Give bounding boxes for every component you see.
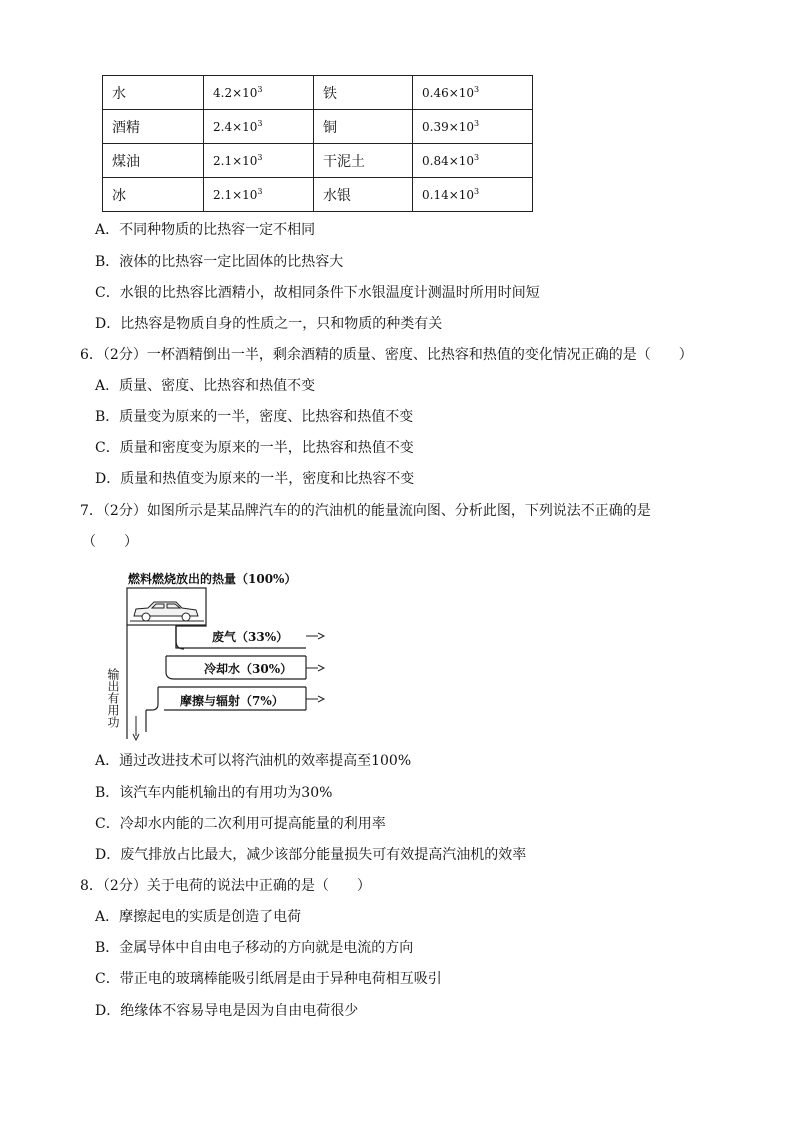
q5-option-b: B．液体的比热容一定比固体的比热容大	[95, 254, 344, 270]
output-work-label: 输出有用功	[106, 668, 120, 728]
q8-option-a: A．摩擦起电的实质是创造了电荷	[95, 909, 302, 925]
friction-label: 摩擦与辐射（7%）	[180, 694, 284, 708]
q6-option-d: D．质量和热值变为原来的一半，密度和比热容不变	[95, 471, 415, 487]
table-row	[103, 144, 533, 178]
table-cell: 干泥土	[314, 144, 413, 178]
table-cell: 铁	[314, 76, 413, 110]
q8-option-b: B．金属导体中自由电子移动的方向就是电流的方向	[95, 940, 414, 956]
q5-option-c: C．水银的比热容比酒精小，故相同条件下水银温度计测温时所用时间短	[95, 285, 540, 301]
q8-option-d: D．绝缘体不容易导电是因为自由电荷很少	[95, 1003, 359, 1019]
energy-flow-diagram	[100, 564, 340, 754]
q5-option-d: D．比热容是物质自身的性质之一，只和物质的种类有关	[95, 316, 443, 332]
specific-heat-table	[102, 75, 533, 212]
coolant-label: 冷却水（30%）	[204, 662, 293, 676]
table-row	[103, 178, 533, 212]
table-cell: $2.1\times 10^3$	[204, 178, 314, 212]
energy-flow-lines	[100, 564, 340, 754]
q7-option-a: A．通过改进技术可以将汽油机的效率提高至100%	[95, 753, 412, 769]
q5-option-a: A．不同种物质的比热容一定不相同	[95, 222, 316, 238]
q7-option-b: B．该汽车内能机输出的有用功为30%	[95, 785, 333, 801]
table-cell: $2.1\times 10^3$	[204, 144, 314, 178]
diagram-title: 燃料燃烧放出的热量（100%）	[128, 572, 297, 586]
q6-option-c: C．质量和密度变为原来的一半，比热容和热值不变	[95, 440, 414, 456]
table-cell: 水	[103, 76, 204, 110]
table-cell: $0.46\times 10^3$	[413, 76, 533, 110]
q7-stem-bracket: （ ）	[82, 534, 138, 550]
q8-option-c: C．带正电的玻璃棒能吸引纸屑是由于异种电荷相互吸引	[95, 971, 442, 987]
table-cell: $4.2\times 10^3$	[204, 76, 314, 110]
table-cell: 冰	[103, 178, 204, 212]
q7-stem: 7．（2分）如图所示是某品牌汽车的的汽油机的能量流向图、分析此图，下列说法不正确的是	[80, 503, 651, 519]
table-cell: $0.39\times 10^3$	[413, 110, 533, 144]
table-cell: $0.84\times 10^3$	[413, 144, 533, 178]
table-row	[103, 76, 533, 110]
exhaust-label: 废气（33%）	[212, 630, 289, 644]
table-row	[103, 110, 533, 144]
table-cell: 酒精	[103, 110, 204, 144]
car-icon	[130, 602, 204, 621]
q7-option-c: C．冷却水内能的二次利用可提高能量的利用率	[95, 816, 386, 832]
q8-stem: 8．（2分）关于电荷的说法中正确的是（ ）	[80, 878, 371, 894]
table-cell: 煤油	[103, 144, 204, 178]
table-cell: $2.4\times 10^3$	[204, 110, 314, 144]
q7-option-d: D．废气排放占比最大，减少该部分能量损失可有效提高汽油机的效率	[95, 847, 527, 863]
table-cell: $0.14\times 10^3$	[413, 178, 533, 212]
q6-stem: 6．（2分）一杯酒精倒出一半，剩余酒精的质量、密度、比热容和热值的变化情况正确的是（ ）	[80, 347, 693, 363]
table-cell: 铜	[314, 110, 413, 144]
table-cell: 水银	[314, 178, 413, 212]
q6-option-b: B．质量变为原来的一半，密度、比热容和热值不变	[95, 409, 414, 425]
q6-option-a: A．质量、密度、比热容和热值不变	[95, 378, 316, 394]
